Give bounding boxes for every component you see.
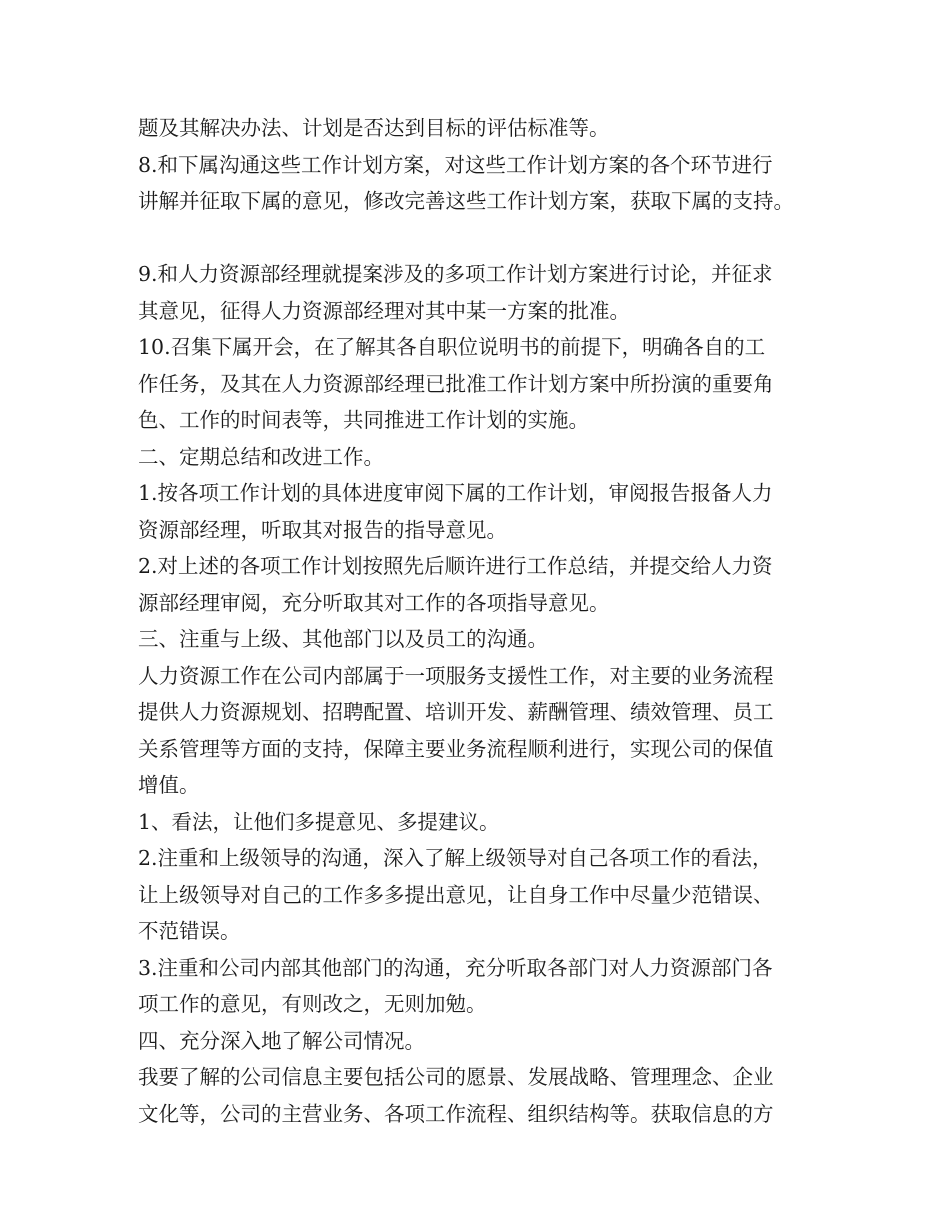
text-line: 项工作的意见，有则改之，无则加勉。 [138,992,487,1016]
text-line: 2.对上述的各项工作计划按照先后顺许进行工作总结，并提交给人力资 [138,554,773,578]
text-line: 1.按各项工作计划的具体进度审阅下属的工作计划，审阅报告报备人力 [138,481,773,505]
text-line: 不范错误。 [138,919,241,943]
text-line: 3.注重和公司内部其他部门的沟通，充分听取各部门对人力资源部门各 [138,955,773,980]
text-line: 9.和人力资源部经理就提案涉及的多项工作计划方案进行讨论，并征求 [138,262,773,286]
text-line: 讲解并征取下属的意见，修改完善这些工作计划方案，获取下属的支持。 [138,189,794,213]
section-heading: 二、定期总结和改进工作。 [138,444,384,469]
text-line: 源部经理审阅，充分听取其对工作的各项指导意见。 [138,590,610,615]
section-heading: 三、注重与上级、其他部门以及员工的沟通。 [138,627,548,651]
document-body [138,110,828,1132]
text-line: 资源部经理，听取其对报告的指导意见。 [138,517,507,542]
text-line: 人力资源工作在公司内部属于一项服务支援性工作，对主要的业务流程 [138,663,774,688]
text-line: 让上级领导对自己的工作多多提出意见，让自身工作中尽量少范错误、 [138,882,774,907]
text-line: 2.注重和上级领导的沟通，深入了解上级领导对自己各项工作的看法， [138,846,773,870]
text-line: 10.召集下属开会，在了解其各自职位说明书的前提下，明确各自的工 [138,335,766,359]
text-line: 增值。 [138,773,200,797]
text-line: 作任务，及其在人力资源部经理已批准工作计划方案中所扮演的重要角 [138,371,774,396]
text-line: 提供人力资源规划、招聘配置、培训开发、薪酬管理、绩效管理、员工 [138,700,774,724]
text-line: 我要了解的公司信息主要包括公司的愿景、发展战略、管理理念、企业 [138,1065,774,1089]
blank-line [138,220,828,257]
text-line: 1、看法，让他们多提意见、多提建议。 [138,809,500,834]
text-line: 题及其解决办法、计划是否达到目标的评估标准等。 [138,116,610,140]
text-line: 其意见，征得人力资源部经理对其中某一方案的批准。 [138,298,630,323]
text-line: 色、工作的时间表等，共同推进工作计划的实施。 [138,408,589,432]
text-line: 8.和下属沟通这些工作计划方案，对这些工作计划方案的各个环节进行 [138,152,773,177]
text-line: 关系管理等方面的支持，保障主要业务流程顺利进行，实现公司的保值 [138,736,774,761]
text-line: 文化等，公司的主营业务、各项工作流程、组织结构等。获取信息的方 [138,1101,774,1126]
section-heading: 四、充分深入地了解公司情况。 [138,1028,425,1053]
